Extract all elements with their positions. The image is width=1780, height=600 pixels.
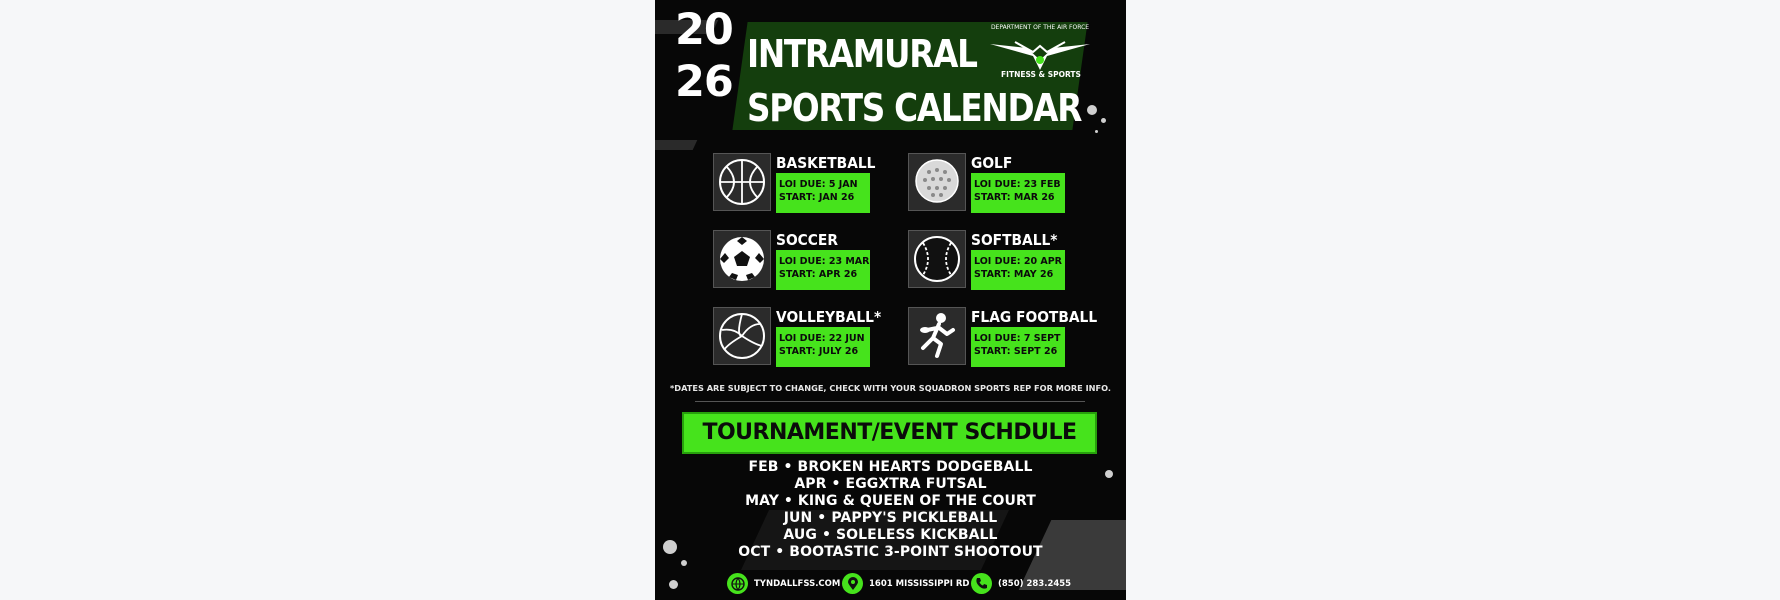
logo-bottom-text: FITNESS & SPORTS: [1001, 70, 1081, 79]
basketball-icon: [714, 154, 770, 210]
tournament-banner: TOURNAMENT/EVENT SCHDULE: [682, 412, 1097, 454]
event-item: FEB • BROKEN HEARTS DODGEBALL: [748, 459, 1033, 475]
sport-dates: [776, 250, 870, 290]
start-date: START: JAN 26: [779, 192, 855, 203]
volleyball-icon: [714, 308, 770, 364]
start-date: START: MAY 26: [974, 269, 1054, 280]
softball-icon-frame: [908, 230, 966, 288]
sport-name: SOCCER: [776, 231, 838, 249]
soccer-ball-icon-frame: [713, 230, 771, 288]
address-text: 1601 MISSISSIPPI RD: [869, 578, 970, 589]
start-date: START: MAR 26: [974, 192, 1055, 203]
map-pin-icon: [842, 573, 863, 594]
decor-splat: [1087, 105, 1097, 115]
sport-tile-softball: [908, 230, 1108, 298]
title-line-1: INTRAMURAL: [747, 32, 977, 76]
start-date: START: APR 26: [779, 269, 858, 280]
soccer-ball-icon: [714, 231, 770, 287]
logo-top-text: DEPARTMENT OF THE AIR FORCE: [990, 24, 1090, 31]
start-date: START: SEPT 26: [974, 346, 1058, 357]
event-item: APR • EGGXTRA FUTSAL: [794, 476, 987, 492]
year-bottom: 26: [675, 57, 733, 107]
disclaimer-note: *DATES ARE SUBJECT TO CHANGE, CHECK WITH YOUR SQUADRON SPORTS REP FOR MORE INFO.: [670, 383, 1111, 393]
sport-name: SOFTBALL*: [971, 231, 1058, 249]
event-item: JUN • PAPPY'S PICKLEBALL: [783, 510, 998, 526]
sport-tile-flag-football: [908, 307, 1108, 375]
sport-tile-volleyball: [713, 307, 913, 375]
event-item: MAY • KING & QUEEN OF THE COURT: [745, 493, 1036, 509]
sport-dates: [971, 250, 1065, 290]
sport-tile-soccer: [713, 230, 913, 298]
divider: [695, 401, 1085, 402]
sport-tile-golf: [908, 153, 1108, 221]
sport-dates: [776, 173, 870, 213]
loi-due: LOI DUE: 20 APR: [974, 256, 1062, 267]
softball-icon: [909, 231, 965, 287]
sport-tile-basketball: [713, 153, 913, 221]
phone-contact[interactable]: [971, 573, 1071, 594]
event-item: AUG • SOLELESS KICKBALL: [783, 527, 998, 543]
sport-name: GOLF: [971, 154, 1013, 172]
runner-football-icon: [909, 308, 965, 364]
loi-due: LOI DUE: 7 SEPT: [974, 333, 1061, 344]
basketball-icon-frame: [713, 153, 771, 211]
decor-splat: [1101, 118, 1106, 123]
sport-name: FLAG FOOTBALL: [971, 308, 1098, 326]
sport-name: VOLLEYBALL*: [776, 308, 882, 326]
loi-due: LOI DUE: 22 JUN: [779, 333, 865, 344]
volleyball-icon-frame: [713, 307, 771, 365]
contact-footer: [655, 571, 1126, 599]
loi-due: LOI DUE: 23 FEB: [974, 179, 1061, 190]
sport-dates: [776, 327, 870, 367]
website-text: TYNDALLFSS.COM: [754, 578, 841, 589]
sport-dates: [971, 173, 1065, 213]
start-date: START: JULY 26: [779, 346, 859, 357]
intramural-flyer: [655, 0, 1126, 600]
decor-splat: [1095, 130, 1098, 133]
address-contact: [842, 573, 969, 594]
sport-dates: [971, 327, 1065, 367]
globe-icon: [727, 573, 748, 594]
loi-due: LOI DUE: 23 MAR: [779, 256, 870, 267]
website-contact[interactable]: [727, 573, 840, 594]
runner-football-icon-frame: [908, 307, 966, 365]
event-item: OCT • BOOTASTIC 3-POINT SHOOTOUT: [738, 544, 1043, 560]
golf-ball-icon: [909, 154, 965, 210]
sport-name: BASKETBALL: [776, 154, 876, 172]
decor-streak: [655, 140, 697, 150]
phone-icon: [971, 573, 992, 594]
phone-text: (850) 283.2455: [998, 578, 1072, 589]
golf-ball-icon-frame: [908, 153, 966, 211]
loi-due: LOI DUE: 5 JAN: [779, 179, 858, 190]
title-line-2: SPORTS CALENDAR: [747, 86, 1082, 130]
event-list: [655, 459, 1126, 561]
year-top: 20: [675, 5, 733, 55]
